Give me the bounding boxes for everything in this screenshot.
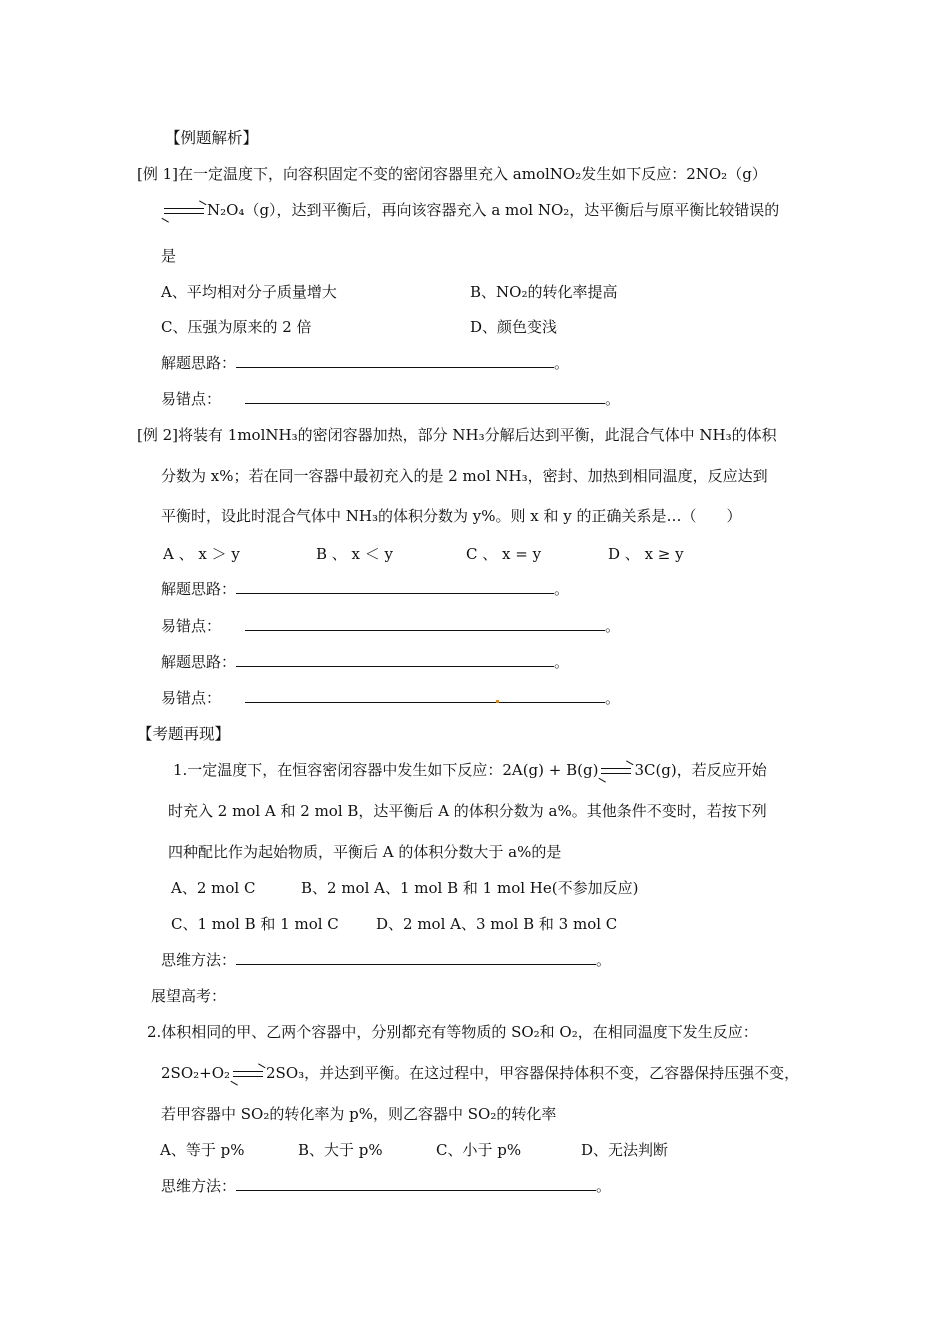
ex2-error-label: 易错点： (161, 617, 222, 635)
stray-mark (496, 700, 499, 703)
ex2-error-end: 。 (605, 617, 621, 635)
q1-line3: 四种配比作为起始物质，平衡后 A 的体积分数大于 a%的是 (168, 843, 562, 861)
ex1-think-end: 。 (554, 354, 570, 372)
q1-line1 (173, 760, 767, 780)
reversible-arrow-icon (231, 1068, 265, 1080)
q1-line1-text-b: 3C(g)，若反应开始 (634, 761, 767, 779)
reversible-arrow-icon (599, 765, 633, 777)
ex2-error-row-1 (161, 616, 620, 636)
ex1-error-label: 易错点： (161, 390, 222, 408)
ex1-option-b: B、NO₂的转化率提高 (470, 283, 618, 301)
ex1-error-blank[interactable] (245, 389, 605, 404)
ex1-option-c: C、压强为原来的 2 倍 (161, 318, 312, 336)
ex2-think-label-2: 解题思路： (161, 653, 237, 671)
q1-method-end: 。 (596, 951, 612, 969)
ex2-option-c: C 、 x = y (466, 545, 542, 563)
q2-method-end: 。 (596, 1177, 612, 1195)
q2-option-b: B、大于 p% (298, 1141, 383, 1159)
ex2-error-label-2: 易错点： (161, 689, 222, 707)
q2-option-a: A、等于 p% (160, 1141, 245, 1159)
ex1-line2 (161, 200, 779, 220)
q1-method-label: 思维方法： (161, 951, 237, 969)
ex2-think-label: 解题思路： (161, 580, 237, 598)
q1-option-c: C、1 mol B 和 1 mol C (171, 915, 339, 933)
ex1-line2-text: N₂O₄（g），达到平衡后，再向该容器充入 a mol NO₂，达平衡后与原平衡比较错误的 (207, 201, 780, 219)
ex2-option-d: D 、 x ≥ y (608, 545, 684, 563)
q2-line2-text-a: 2SO₂+O₂ (161, 1064, 231, 1082)
q2-method-row (161, 1176, 611, 1196)
ex2-think-end: 。 (554, 580, 570, 598)
q2-line2 (161, 1063, 799, 1083)
ex1-line3: 是 (161, 247, 177, 265)
ex2-line1: [例 2]将装有 1molNH₃的密闭容器加热，部分 NH₃分解后达到平衡，此混合气体中 NH₃的体积 (137, 426, 777, 444)
q2-line1: 2.体积相同的甲、乙两个容器中，分别都充有等物质的 SO₂和 O₂，在相同温度下发生反应： (147, 1023, 758, 1041)
ex2-line2: 分数为 x%；若在同一容器中最初充入的是 2 mol NH₃，密封、加热到相同温度，反应达到 (161, 467, 768, 485)
ex2-think-row-2 (161, 652, 569, 672)
q1-line2: 时充入 2 mol A 和 2 mol B，达平衡后 A 的体积分数为 a%。其他条件不变时，若按下列 (168, 802, 767, 820)
ex1-think-blank[interactable] (236, 353, 554, 368)
q2-line3: 若甲容器中 SO₂的转化率为 p%，则乙容器中 SO₂的转化率 (161, 1105, 557, 1123)
q1-option-d: D、2 mol A、3 mol B 和 3 mol C (376, 915, 618, 933)
q2-method-label: 思维方法： (161, 1177, 237, 1195)
ex2-error-row-2 (161, 688, 620, 708)
q1-method-blank[interactable] (236, 950, 596, 965)
q2-option-c: C、小于 p% (436, 1141, 522, 1159)
ex1-error-end: 。 (605, 390, 621, 408)
ex1-think-label: 解题思路： (161, 354, 237, 372)
section-title-examples: 【例题解析】 (165, 129, 259, 147)
ex2-option-a: A 、 x ＞ y (163, 545, 240, 563)
q2-option-d: D、无法判断 (581, 1141, 669, 1159)
q1-line1-text-a: 1.一定温度下，在恒容密闭容器中发生如下反应：2A(g) + B(g) (173, 761, 599, 779)
ex1-think-row (161, 353, 569, 373)
ex1-error-row (161, 389, 620, 409)
ex2-error-blank[interactable] (245, 616, 605, 631)
ex1-option-a: A、平均相对分子质量增大 (161, 283, 337, 301)
ex2-think-row-1 (161, 579, 569, 599)
ex2-think-blank[interactable] (236, 579, 554, 594)
q1-option-a: A、2 mol C (171, 879, 256, 897)
section-title-exam: 【考题再现】 (137, 725, 231, 743)
q1-method-row (161, 950, 611, 970)
ex2-think-blank-2[interactable] (236, 652, 554, 667)
ex2-line3: 平衡时，设此时混合气体中 NH₃的体积分数为 y%。则 x 和 y 的正确关系是…（ ） (161, 507, 742, 525)
outlook-title: 展望高考： (151, 987, 227, 1005)
q2-method-blank[interactable] (236, 1176, 596, 1191)
ex2-error-blank-2[interactable] (245, 688, 605, 703)
ex1-option-d: D、颜色变浅 (470, 318, 558, 336)
reversible-arrow-icon (162, 205, 206, 217)
ex2-error-end-2: 。 (605, 689, 621, 707)
ex1-line1: [例 1]在一定温度下，向容积固定不变的密闭容器里充入 amolNO₂发生如下反应：2NO₂（g） (137, 165, 767, 183)
ex2-think-end-2: 。 (554, 653, 570, 671)
q2-line2-text-b: 2SO₃，并达到平衡。在这过程中，甲容器保持体积不变，乙容器保持压强不变， (266, 1064, 800, 1082)
q1-option-b: B、2 mol A、1 mol B 和 1 mol He(不参加反应) (301, 879, 639, 897)
ex2-option-b: B 、 x ＜ y (316, 545, 394, 563)
